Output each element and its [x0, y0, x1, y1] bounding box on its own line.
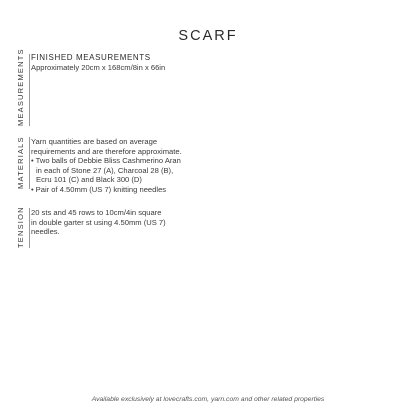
tension-section — [31, 208, 271, 237]
measurements-text: Approximately 20cm x 168cm/8in x 66in — [31, 62, 166, 72]
tension-line: needles. — [31, 227, 60, 237]
tension-divider — [29, 208, 30, 248]
materials-divider — [29, 137, 30, 189]
tension-side-label: TENSION — [16, 206, 25, 248]
materials-section — [31, 137, 271, 195]
footer-note: Available exclusively at lovecrafts.com, yarn.com and other related properties — [91, 396, 325, 403]
materials-needles-bullet — [31, 185, 271, 195]
tension-line: in double garter st using 4.50mm (US 7) — [31, 217, 166, 227]
materials-side-label: MATERIALS — [16, 136, 25, 189]
tension-line: 20 sts and 45 rows to 10cm/4in square — [31, 208, 162, 217]
measurements-section — [31, 53, 271, 72]
measurements-divider — [29, 54, 30, 126]
measurements-heading: FINISHED MEASUREMENTS — [31, 53, 151, 62]
yarn-line: in each of Stone 27 (A), Charcoal 28 (B), — [36, 165, 174, 175]
materials-intro-line: Yarn quantities are based on average — [31, 137, 158, 146]
measurements-side-label: MEASUREMENTS — [16, 48, 25, 126]
page-title: SCARF — [178, 28, 238, 44]
materials-yarn-bullet — [31, 156, 271, 166]
yarn-line: Two balls of Debbie Bliss Cashmerino Aran — [35, 156, 181, 166]
materials-intro-line: requirements and are therefore approximate. — [31, 146, 182, 156]
yarn-line: Ecru 101 (C) and Black 300 (D) — [36, 175, 142, 185]
needles-line: Pair of 4.50mm (US 7) knitting needles — [35, 184, 167, 194]
